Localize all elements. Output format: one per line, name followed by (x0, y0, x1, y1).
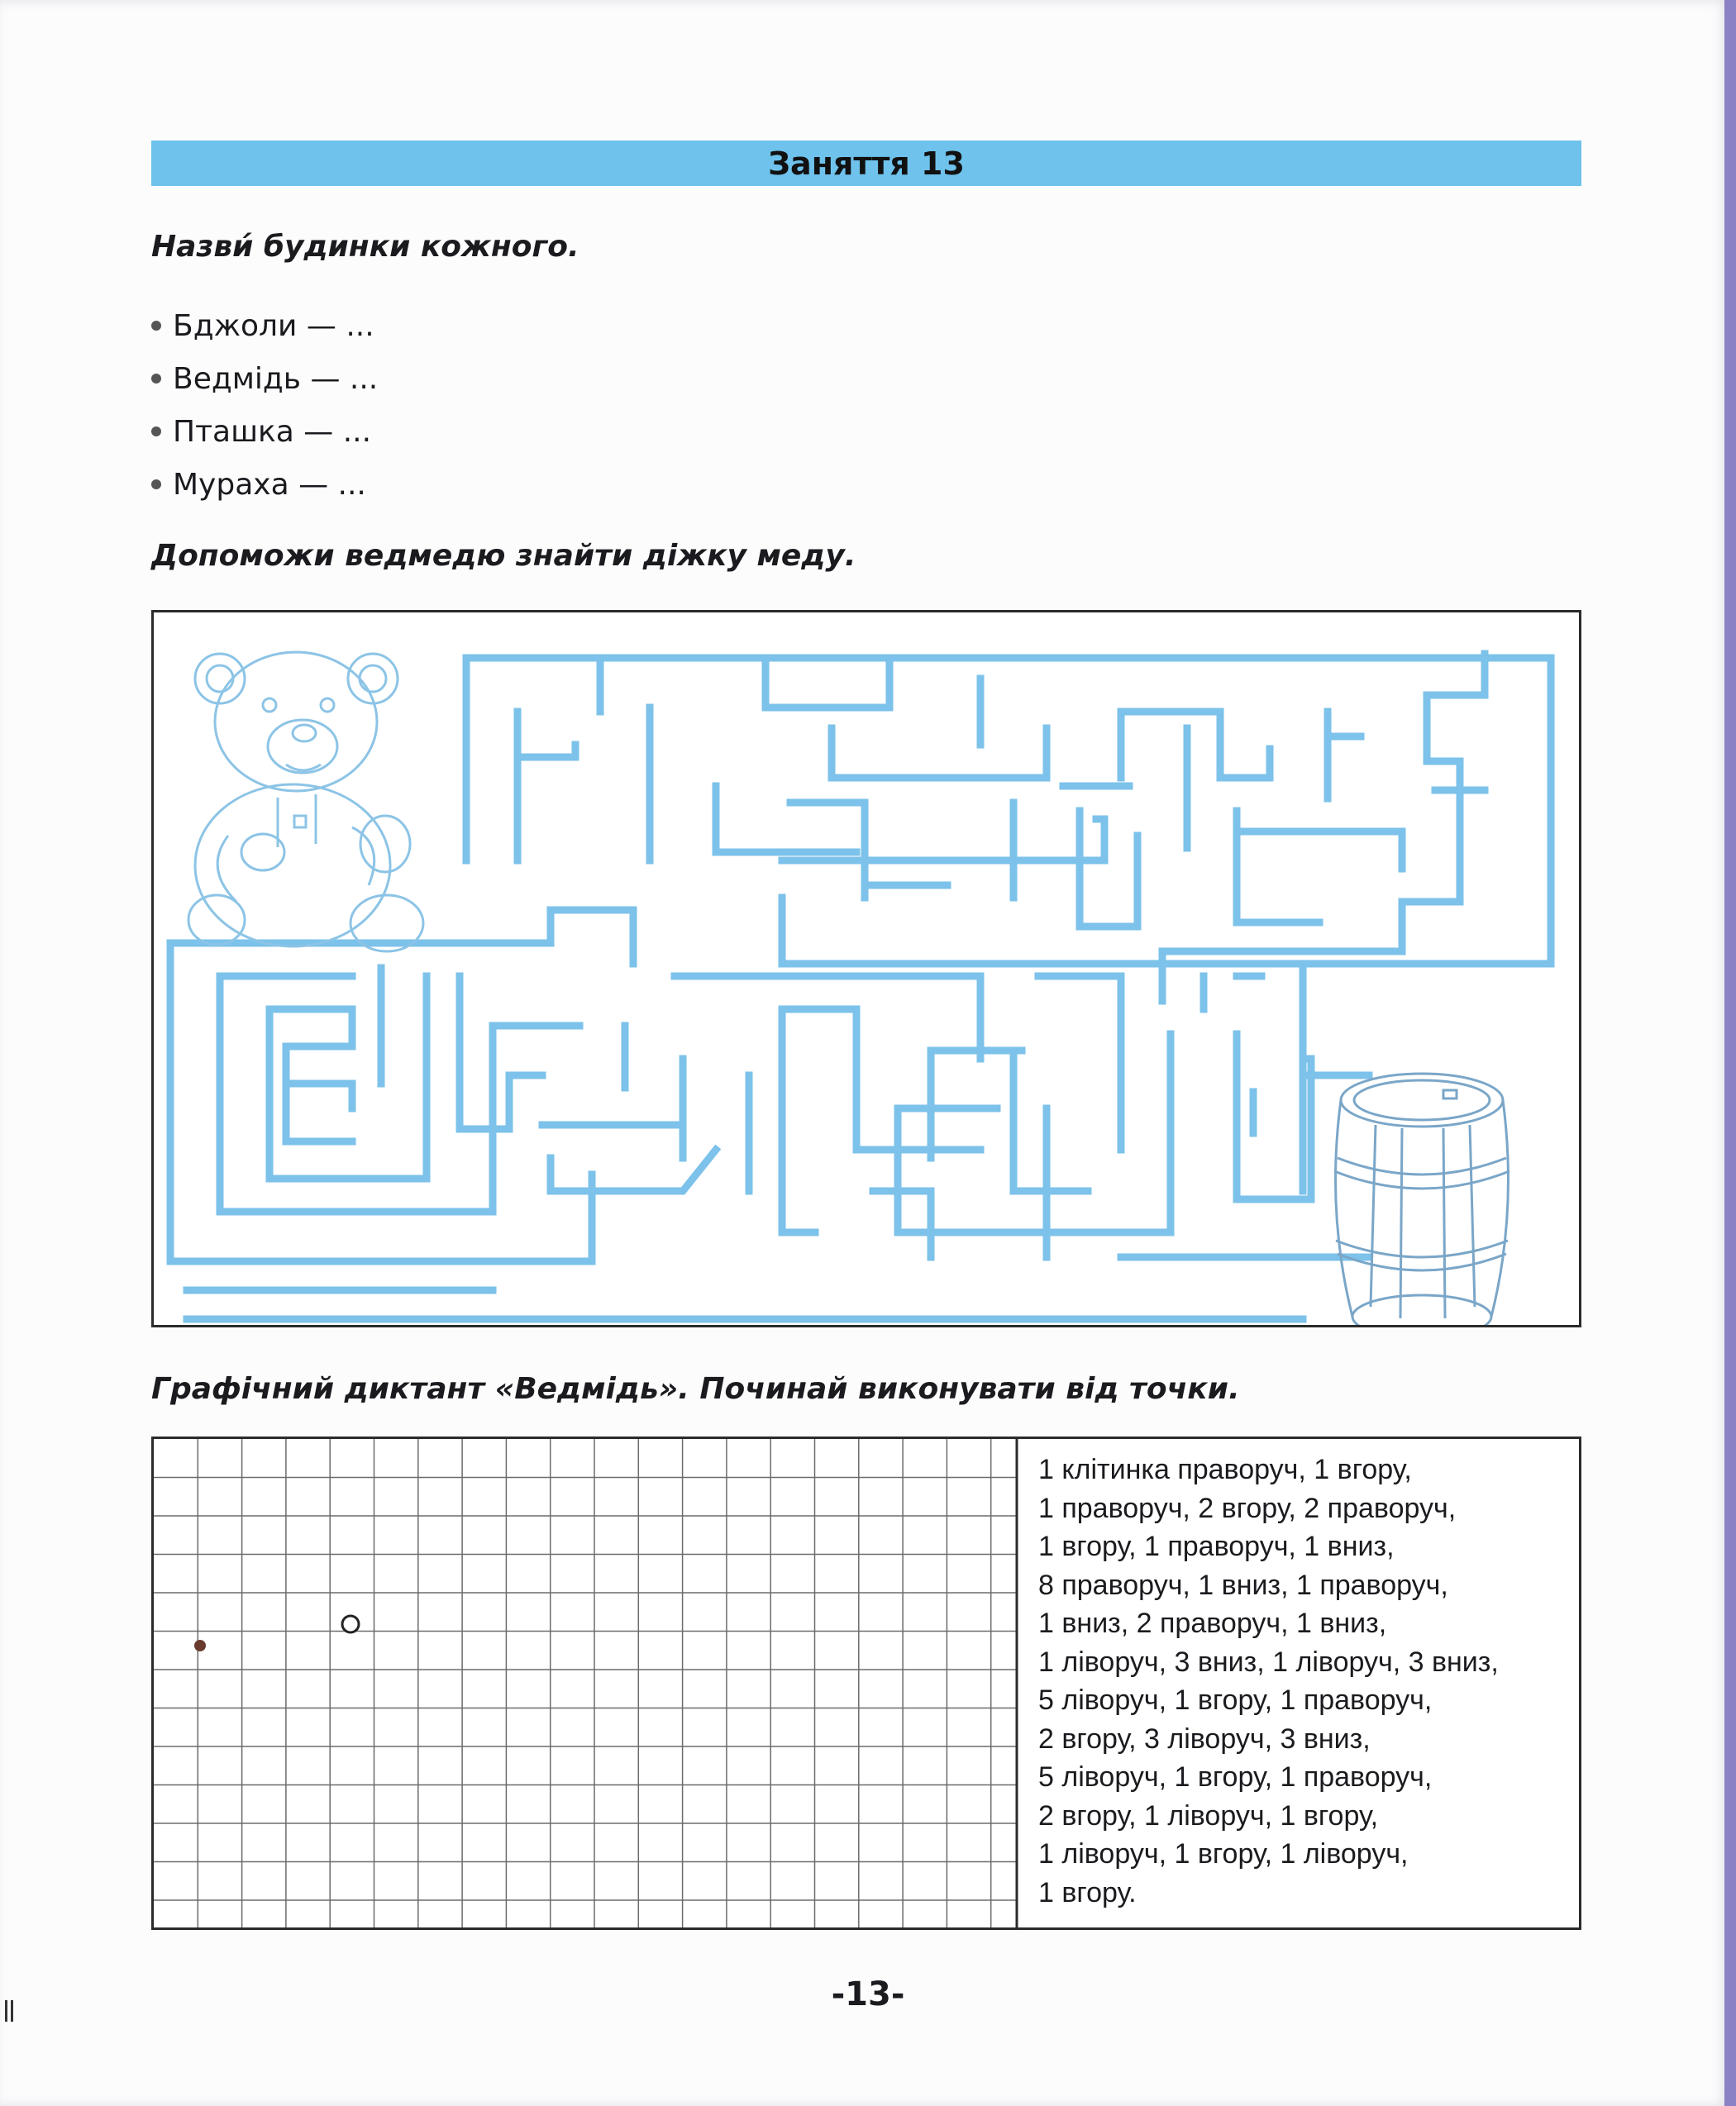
instruction-line: 1 клітинка праворуч, 1 вгору, (1038, 1454, 1412, 1485)
maze-wall (466, 658, 1551, 1191)
task3-title: Графічний диктант «Ведмідь». Починай виконувати від точки. (151, 1372, 1240, 1406)
task2-title: Допоможи ведмедю знайти діжку меду. (151, 539, 856, 573)
bullet-icon (151, 426, 161, 436)
maze-wall (542, 1026, 749, 1191)
maze-wall (832, 728, 1047, 778)
list-item: Ведмідь — ... (151, 352, 378, 405)
list-item: Мураха — ... (151, 458, 378, 511)
bullet-icon (151, 374, 161, 384)
maze-wall (716, 786, 1104, 898)
lesson-title: Заняття 13 (768, 145, 965, 182)
instructions (1038, 1451, 1567, 1912)
maze-wall (600, 658, 889, 712)
page-number: -13- (831, 1975, 905, 2013)
lesson-title-bar (151, 141, 1581, 186)
maze-wall (551, 1150, 716, 1191)
maze-wall (782, 1009, 980, 1232)
instruction-line: 5 ліворуч, 1 вгору, 1 праворуч, (1038, 1684, 1433, 1716)
maze-wall (269, 1009, 352, 1141)
instruction-line: 2 вгору, 1 ліворуч, 1 вгору, (1038, 1799, 1379, 1832)
start-dot (194, 1640, 206, 1651)
instruction-line: 1 праворуч, 2 вгору, 2 праворуч, (1038, 1492, 1457, 1524)
maze-wall (980, 679, 1270, 778)
maze-wall (1187, 712, 1361, 848)
maze-frame (151, 610, 1581, 1327)
maze-wall (1063, 786, 1137, 927)
maze-wall (898, 1108, 1171, 1232)
instruction-line: 1 вгору, 1 праворуч, 1 вниз, (1038, 1531, 1395, 1562)
task1-list (151, 299, 378, 511)
instruction-line: 5 ліворуч, 1 вгору, 1 праворуч, (1038, 1761, 1433, 1793)
grid-lines (154, 1439, 1017, 1927)
maze-wall (170, 910, 633, 964)
dictation-frame (151, 1437, 1581, 1930)
bullet-icon (151, 321, 161, 331)
maze-wall (517, 708, 650, 860)
list-item: Бджоли — ... (151, 299, 378, 352)
bullet-icon (151, 479, 161, 489)
list-item: Пташка — ... (151, 405, 378, 458)
instruction-line: 1 ліворуч, 1 вгору, 1 ліворуч, (1038, 1838, 1409, 1870)
maze-wall (1162, 695, 1485, 1001)
instruction-line: 1 ліворуч, 3 вниз, 1 ліворуч, 3 вниз, (1038, 1646, 1499, 1678)
instruction-line: 1 вниз, 2 праворуч, 1 вниз, (1038, 1608, 1387, 1639)
page-edge (1724, 0, 1736, 2106)
task1-title: Назви́ будинки кожного. (151, 230, 579, 264)
barrel-icon (1334, 1074, 1509, 1325)
maze-wall (1237, 811, 1402, 922)
bear-icon (188, 652, 423, 951)
maze (154, 612, 1579, 1325)
start-circle-marker (342, 1616, 359, 1632)
maze-walls (170, 654, 1551, 1319)
instruction-line: 8 праворуч, 1 вниз, 1 праворуч, (1038, 1569, 1448, 1601)
maze-wall (286, 1084, 352, 1108)
instruction-line: 1 вгору. (1038, 1876, 1137, 1908)
maze-wall (1204, 976, 1261, 1009)
maze-wall (931, 1034, 1171, 1232)
instruction-line: 2 вгору, 3 ліворуч, 3 вниз, (1038, 1722, 1371, 1755)
maze-wall (381, 968, 542, 1129)
